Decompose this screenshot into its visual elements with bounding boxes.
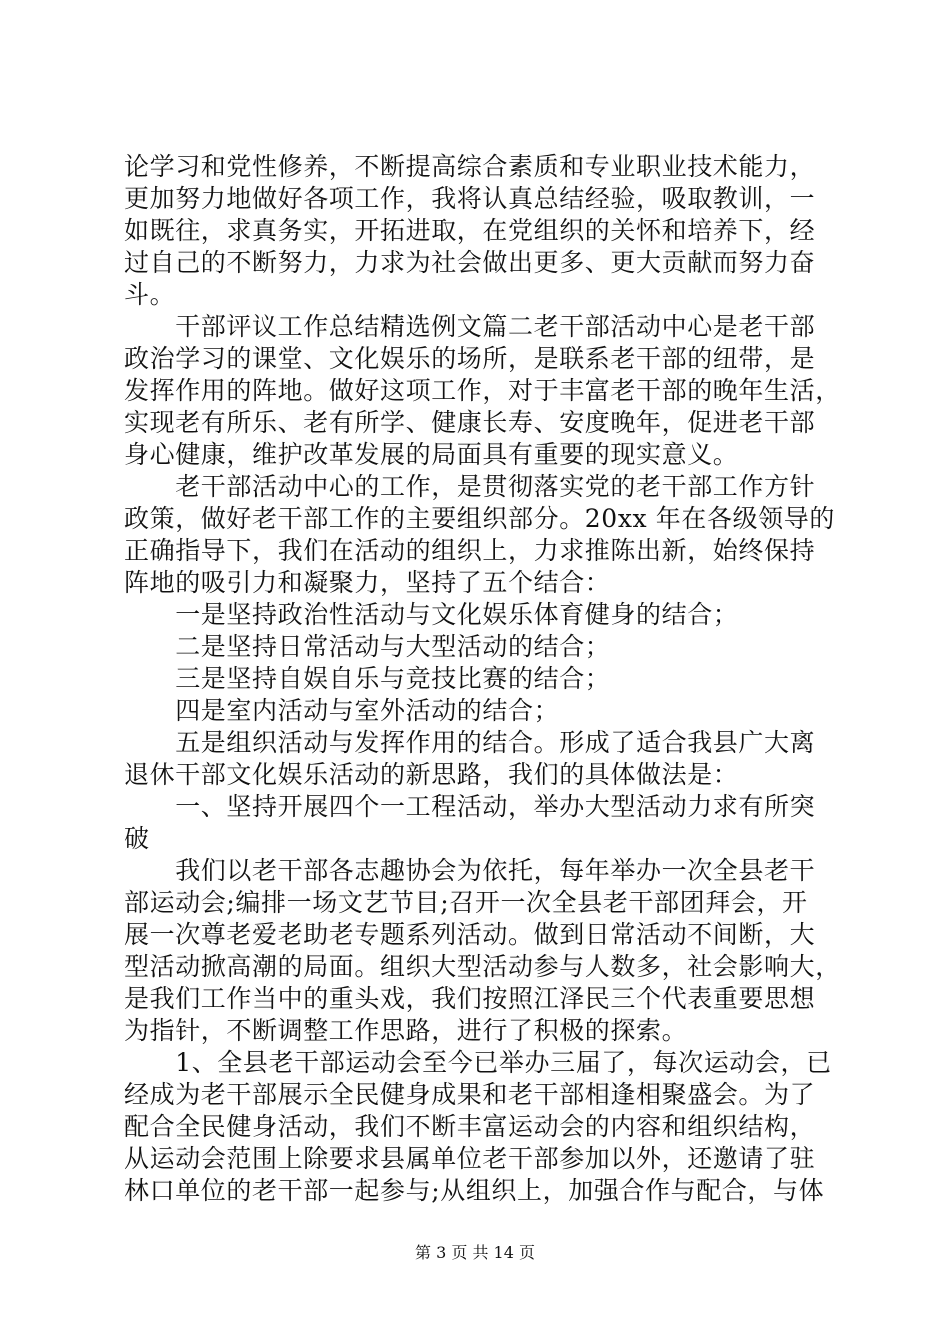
text-line: 更加努力地做好各项工作，我将认真总结经验，吸取教训，一	[124, 184, 816, 213]
text-line: 五是组织活动与发挥作用的结合。形成了适合我县广大离	[124, 728, 816, 757]
text-line: 展一次尊老爱老助老专题系列活动。做到日常活动不间断，大	[124, 920, 816, 949]
text-line: 是我们工作当中的重头戏，我们按照江泽民三个代表重要思想	[124, 984, 816, 1013]
text-line: 政策，做好老干部工作的主要组织部分。20xx 年在各级领导的	[124, 504, 835, 533]
text-line: 如既往，求真务实，开拓进取，在党组织的关怀和培养下，经	[124, 216, 816, 245]
text-line: 一、坚持开展四个一工程活动，举办大型活动力求有所突	[124, 792, 816, 821]
text-line: 型活动掀高潮的局面。组织大型活动参与人数多，社会影响大，	[124, 952, 841, 981]
text-line: 斗。	[124, 280, 176, 309]
text-line: 过自己的不断努力，力求为社会做出更多、更大贡献而努力奋	[124, 248, 816, 277]
text-line: 部运动会;编排一场文艺节目;召开一次全县老干部团拜会，开	[124, 888, 808, 917]
text-line: 四是室内活动与室外活动的结合；	[124, 696, 560, 725]
text-line: 破	[124, 824, 150, 853]
text-line: 林口单位的老干部一起参与;从组织上，加强合作与配合，与体	[124, 1176, 825, 1205]
text-line: 政治学习的课堂、文化娱乐的场所，是联系老干部的纽带，是	[124, 344, 816, 373]
text-line: 实现老有所乐、老有所学、健康长寿、安度晚年，促进老干部	[124, 408, 816, 437]
text-line: 配合全民健身活动，我们不断丰富运动会的内容和组织结构，	[124, 1112, 816, 1141]
page-number-footer: 第 3 页 共 14 页	[415, 1243, 535, 1262]
text-line: 一是坚持政治性活动与文化娱乐体育健身的结合；	[124, 600, 739, 629]
text-line: 正确指导下，我们在活动的组织上，力求推陈出新，始终保持	[124, 536, 816, 565]
text-line: 二是坚持日常活动与大型活动的结合；	[124, 632, 611, 661]
text-line: 发挥作用的阵地。做好这项工作，对于丰富老干部的晚年生活，	[124, 376, 841, 405]
text-line: 身心健康，维护改革发展的局面具有重要的现实意义。	[124, 440, 739, 469]
text-line: 干部评议工作总结精选例文篇二老干部活动中心是老干部	[124, 312, 816, 341]
text-line: 老干部活动中心的工作，是贯彻落实党的老干部工作方针	[124, 472, 816, 501]
text-line: 阵地的吸引力和凝聚力，坚持了五个结合：	[124, 568, 611, 597]
text-line: 三是坚持自娱自乐与竞技比赛的结合；	[124, 664, 611, 693]
text-line: 从运动会范围上除要求县属单位老干部参加以外，还邀请了驻	[124, 1144, 816, 1173]
text-line: 经成为老干部展示全民健身成果和老干部相逢相聚盛会。为了	[124, 1080, 816, 1109]
text-line: 为指针，不断调整工作思路，进行了积极的探索。	[124, 1016, 688, 1045]
text-line: 论学习和党性修养，不断提高综合素质和专业职业技术能力，	[124, 152, 816, 181]
text-line: 1、全县老干部运动会至今已举办三届了，每次运动会，已	[124, 1048, 832, 1077]
text-line: 退休干部文化娱乐活动的新思路，我们的具体做法是：	[124, 760, 739, 789]
text-line: 我们以老干部各志趣协会为依托，每年举办一次全县老干	[124, 856, 816, 885]
